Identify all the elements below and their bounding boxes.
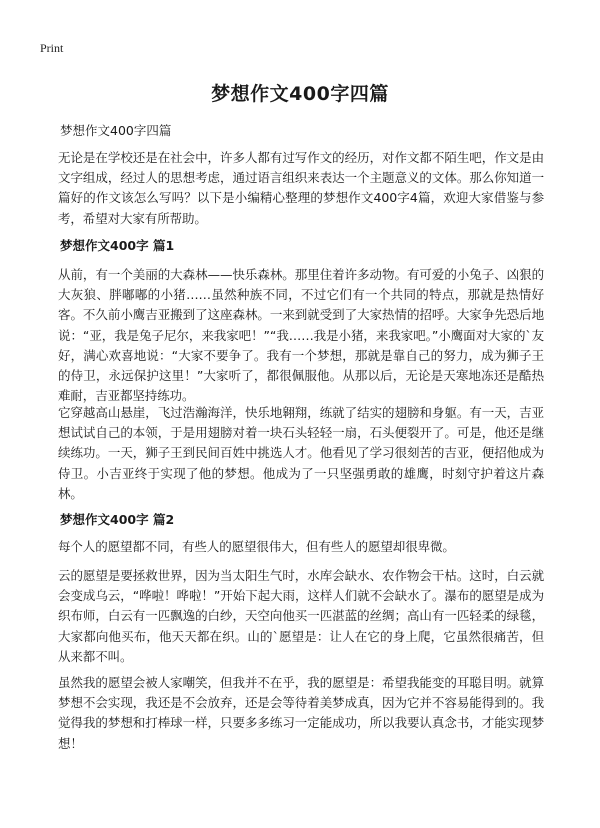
intro-paragraph: 无论是在学校还是在社会中，许多人都有过写作文的经历，对作文都不陌生吧，作文是由文字组成，经过人的思想考虑，通过语言组织来表达一个主题意义的文体。那么你知道一篇好的作文该怎么写吗？以下是小编精心整理的梦想作文400字4篇，欢迎大家借鉴与参考，希望对大家有所帮助。 <box>58 150 544 226</box>
section-2-paragraph-1: 每个人的愿望都不同，有些人的愿望很伟大，但有些人的愿望却很卑微。 <box>58 539 455 554</box>
section-1-paragraph-2: 它穿越高山悬崖，飞过浩瀚海洋，快乐地翱翔，练就了结实的翅膀和身躯。有一天，吉亚想试试自己的本领，于是用翅膀对着一块石头轻轻一扇，石头便裂开了。可是，他还是继续练功。一天，狮子王到民间百姓中挑选人才。他看见了学习很刻苦的吉亚，便招他成为侍卫。小吉亚终于实现了他的梦想。他成为了一只坚强勇敢的雄鹰，时刻守护着这片森林。 <box>58 405 544 501</box>
section-2-paragraph-2: 云的愿望是要拯救世界，因为当太阳生气时，水库会缺水、农作物会干枯。这时，白云就会变成乌云，“哗啦！哗啦！”开始下起大雨，这样人们就不会缺水了。瀑布的愿望是成为织布师，白云有一匹飘逸的白纱，天空向他买一匹湛蓝的丝绸；高山有一匹轻柔的绿毯，大家都向他买布，他天天都在织。山的`愿望是：让人在它的身上爬，它虽然很痛苦，但从来都不叫。 <box>58 568 544 664</box>
section-heading-1: 梦想作文400字 篇1 <box>60 238 175 253</box>
section-2-paragraph-3: 虽然我的愿望会被人家嘲笑，但我并不在乎，我的愿望是：希望我能变的耳聪目明。就算梦想不会实现，我还是不会放弃，还是会等待着美梦成真，因为它并不容易能得到的。我觉得我的梦想和打棒球一样，只要多多练习一定能成功，所以我要认真念书，才能实现梦想！ <box>58 675 544 751</box>
page-title: 梦想作文400字四篇 <box>211 83 389 105</box>
document-subtitle: 梦想作文400字四篇 <box>60 123 172 138</box>
section-heading-2: 梦想作文400字 篇2 <box>60 512 175 527</box>
section-1-paragraph-1: 从前，有一个美丽的大森林——快乐森林。那里住着许多动物。有可爱的小兔子、凶狠的大灰狼、胖嘟嘟的小猪……虽然种族不同，不过它们有一个共同的特点，那就是热情好客。不久前小鹰吉亚搬到了这座森林。一来到就受到了大家热情的招呼。大家争先恐后地说：“亚，我是兔子尼尔，来我家吧！”“我……我是小猪，来我家吧。”小鹰面对大家的`友好，满心欢喜地说：“大家不要争了。我有一个梦想，那就是靠自己的努力，成为狮子王的侍卫，永远保护这里！”大家听了，都很佩服他。从那以后，无论是天寒地冻还是酷热难耐，吉亚都坚持练功。 <box>58 267 544 404</box>
print-link[interactable]: Print <box>40 41 64 55</box>
